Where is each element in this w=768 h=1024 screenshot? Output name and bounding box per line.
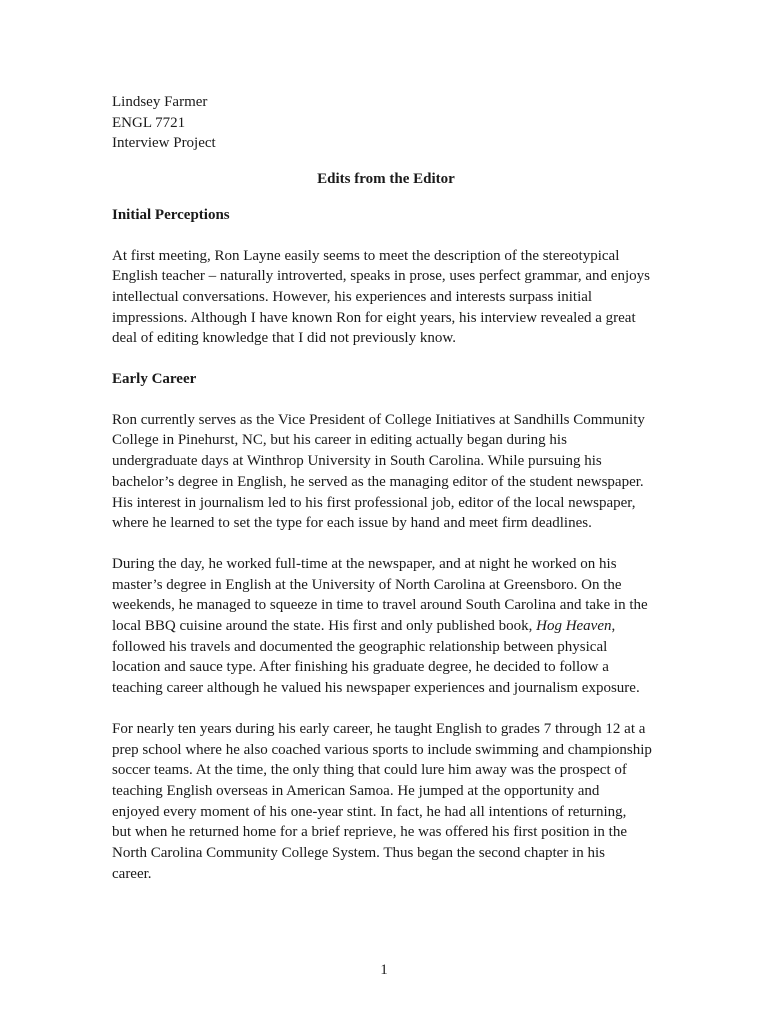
text-line: At first meeting, Ron Layne easily seems to meet the description of the stereotypical [112, 247, 620, 264]
paragraph [112, 246, 660, 350]
text-line: teaching career although he valued his newspaper experiences and journalism exposure. [112, 680, 640, 697]
text-line: master’s degree in English at the University of North Carolina at Greensboro. On the [112, 576, 622, 593]
text-line: enjoyed every moment of his one-year stint. In fact, he had all intentions of returning, [112, 803, 627, 820]
text-line: North Carolina Community College System. Thus began the second chapter in his [112, 845, 605, 862]
text-line: His interest in journalism led to his first professional job, editor of the local newspaper, [112, 494, 636, 511]
text-line: During the day, he worked full-time at the newspaper, and at night he worked on his [112, 555, 617, 572]
section-heading: Early Career [112, 371, 197, 388]
text-line: For nearly ten years during his early career, he taught English to grades 7 through 12 at a [112, 720, 646, 737]
text-fragment: local BBQ cuisine around the state. His first and only published book, [112, 618, 537, 635]
assignment-name: Interview Project [112, 135, 216, 152]
text-line: Ron currently serves as the Vice President of College Initiatives at Sandhills Community [112, 411, 645, 428]
text-line: where he learned to set the type for each issue by hand and meet firm deadlines. [112, 515, 592, 532]
text-line: location and sauce type. After finishing his graduate degree, he decided to follow a [112, 659, 609, 676]
page-number: 1 [380, 962, 388, 978]
text-fragment: , [611, 618, 616, 635]
course-code: ENGL 7721 [112, 114, 186, 131]
document-title: Edits from the Editor [317, 171, 455, 188]
paragraph [112, 554, 660, 699]
text-line: bachelor’s degree in English, he served as the managing editor of the student newspaper. [112, 473, 644, 490]
text-line: College in Pinehurst, NC, but his career in editing actually began during his [112, 432, 567, 449]
book-title: Hog Heaven [536, 618, 612, 635]
text-line: but when he returned home for a brief reprieve, he was offered his first position in the [112, 824, 627, 841]
text-line: intellectual conversations. However, his experiences and interests surpass initial [112, 288, 593, 305]
text-line: impressions. Although I have known Ron for eight years, his interview revealed a great [112, 309, 636, 326]
section-heading: Initial Perceptions [112, 206, 230, 223]
text-line: followed his travels and documented the geographic relationship between physical [112, 638, 608, 655]
text-line: English teacher – naturally introverted, speaks in prose, uses perfect grammar, and enjoys [112, 268, 650, 285]
text-line: soccer teams. At the time, the only thing that could lure him away was the prospect of [112, 762, 627, 779]
text-line-with-book-title [112, 616, 660, 637]
document-page [112, 92, 660, 885]
text-line: prep school where he also coached various sports to include swimming and championship [112, 741, 652, 758]
paragraph [112, 719, 660, 885]
text-line: weekends, he managed to squeeze in time to travel around South Carolina and take in the [112, 597, 648, 614]
text-line: career. [112, 865, 152, 882]
author-name: Lindsey Farmer [112, 94, 208, 110]
paragraph [112, 410, 660, 534]
text-line: deal of editing knowledge that I did not previously know. [112, 330, 456, 347]
text-line: undergraduate days at Winthrop University in South Carolina. While pursuing his [112, 453, 602, 470]
text-line: teaching English overseas in American Samoa. He jumped at the opportunity and [112, 782, 600, 799]
